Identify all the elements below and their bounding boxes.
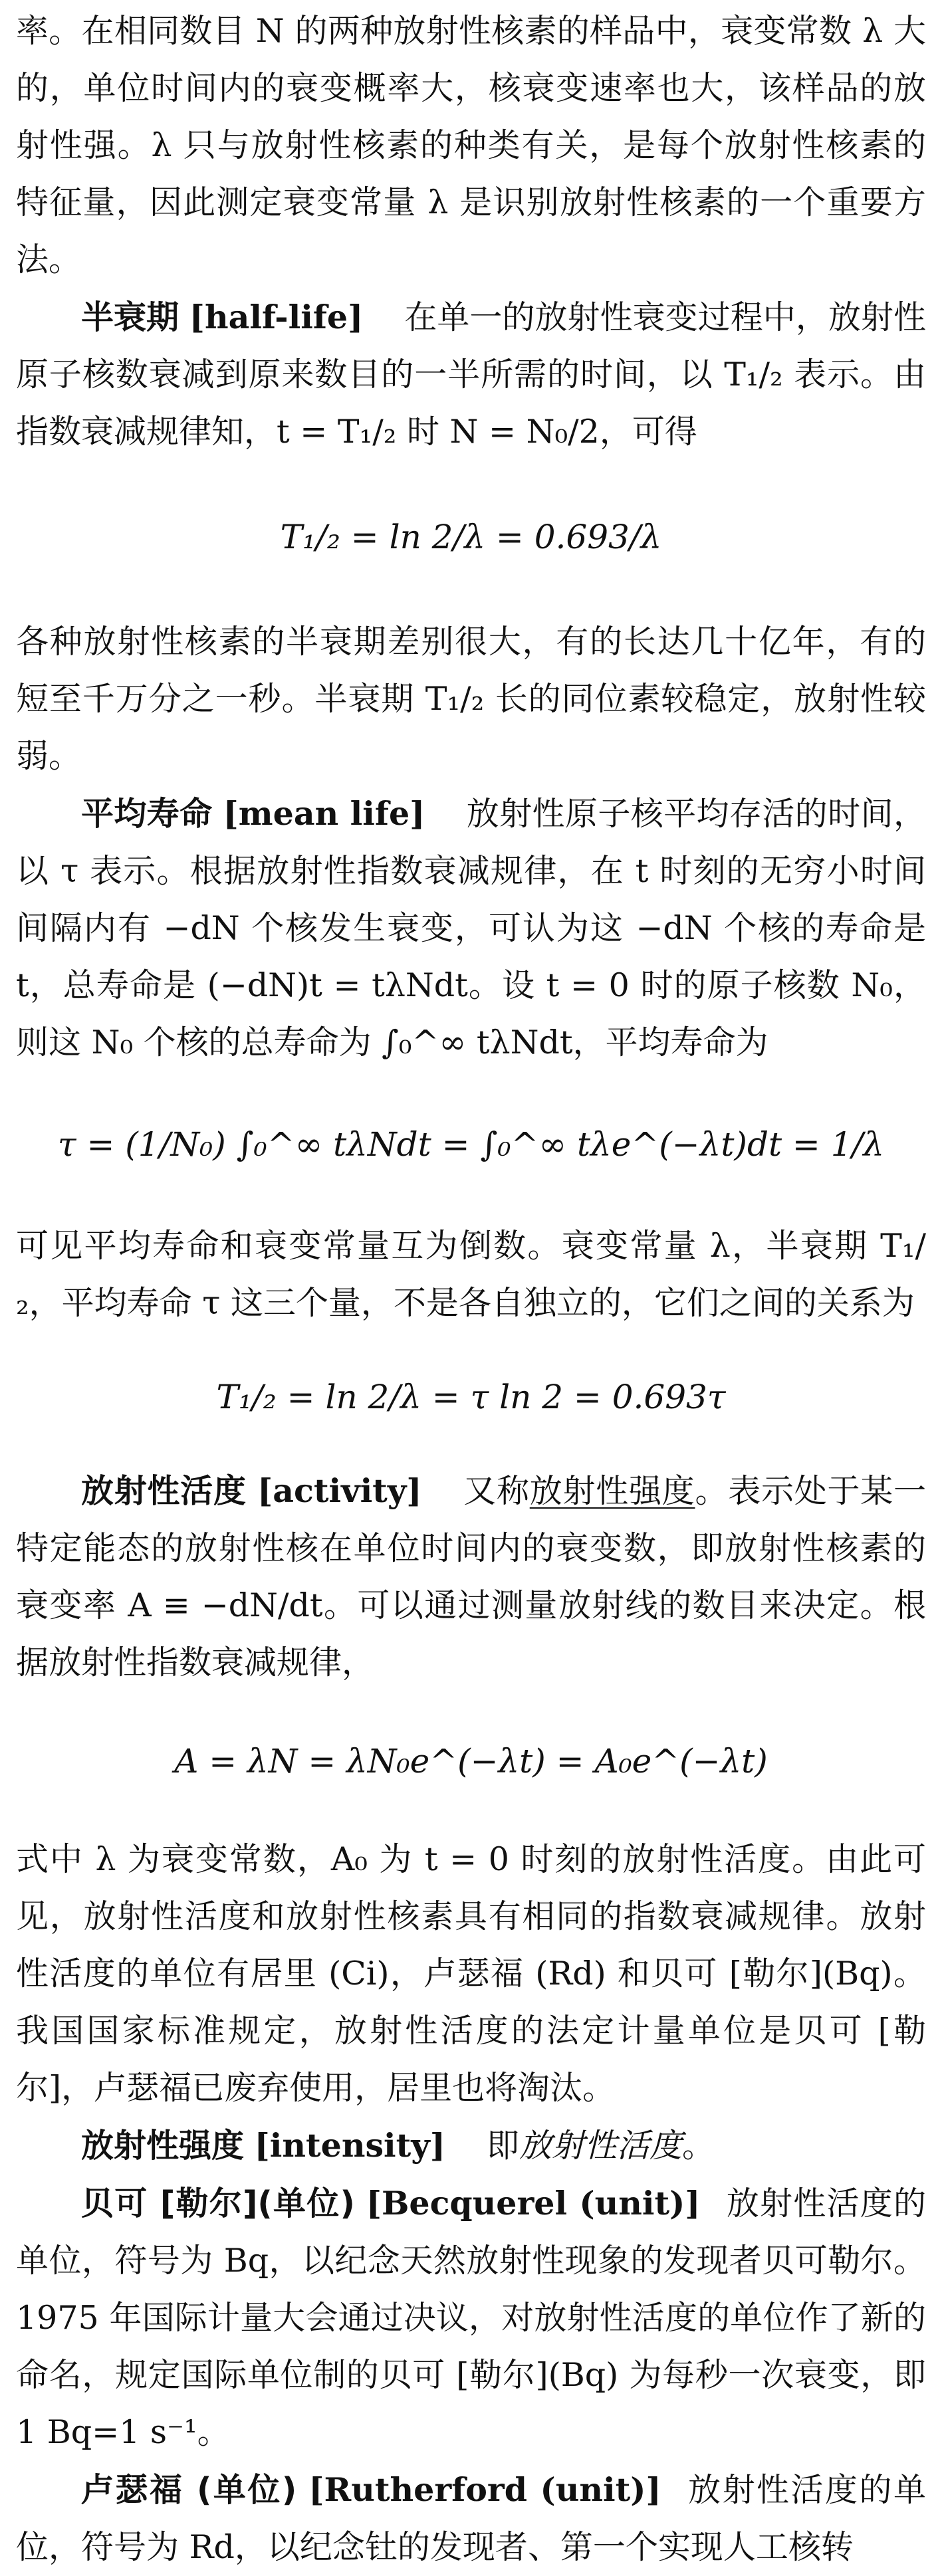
- english-term-intensity: [intensity]: [254, 2126, 445, 2165]
- english-term-mean-life: [mean life]: [223, 794, 425, 833]
- definition-half-life: 在单一的放射性衰变过程中，放射性原子核数衰减到原来数目的一半所需的时间，以 T₁/₂ 表示。由指数衰减规律知，t = T₁/₂ 时 N = N₀/2，可得: [16, 298, 926, 451]
- paragraph-half-life-note: 各种放射性核素的半衰期差别很大，有的长达几十亿年，有的短至千万分之一秒。半衰期 T₁/₂ 长的同位素较稳定，放射性较弱。: [16, 623, 926, 775]
- cross-reference-intensity-link[interactable]: 放射性强度: [529, 1472, 695, 1510]
- entry-half-life: [16, 288, 926, 461]
- definition-becquerel: 放射性活度的单位，符号为 Bq，以纪念天然放射性现象的发现者贝可勒尔。1975 年国际计量大会通过决议，对放射性活度的单位作了新的命名，规定国际单位制的贝可 [勒尔](Bq) 为每秒一次衰变，即 1 Bq=1 s⁻¹。: [16, 2185, 927, 2451]
- cross-reference-activity-link[interactable]: 放射性活度: [519, 2127, 682, 2165]
- formula-relation: T₁/₂ = ln 2/λ = τ ln 2 = 0.693τ: [216, 1378, 726, 1416]
- intensity-see: 即: [486, 2127, 519, 2165]
- entry-mean-life: [16, 785, 926, 1071]
- paragraph-activity-note: 式中 λ 为衰变常数，A₀ 为 t = 0 时刻的放射性活度。由此可见，放射性活度和放射性核素具有相同的指数衰减规律。放射性活度的单位有居里 (Ci)，卢瑟福 (Rd) 和贝可 [勒尔](Bq)。我国国家标准规定，放射性活度的法定计量单位是贝可 [勒尔]，卢瑟福已废弃使用，居里也将淘汰。: [16, 1840, 926, 2107]
- entry-rutherford: [16, 2461, 926, 2576]
- term-activity: 放射性活度: [81, 1472, 247, 1510]
- definition-mean-life: 放射性原子核平均存活的时间，以 τ 表示。根据放射性指数衰减规律，在 t 时刻的无穷小时间间隔内有 −dN 个核发生衰变，可认为这 −dN 个核的寿命是 t，总寿命是 (−dN)t = tλNdt。设 t = 0 时的原子核数 N₀，则这 N₀ 个核的总寿命为 ∫₀^∞ tλNdt，平均寿命为: [16, 795, 926, 1061]
- term-rutherford: 卢瑟福 (单位): [81, 2471, 297, 2509]
- formula-half-life: T₁/₂ = ln 2/λ = 0.693/λ: [280, 518, 662, 556]
- term-becquerel: 贝可 [勒尔](单位): [81, 2185, 355, 2222]
- english-term-rutherford: [Rutherford (unit)]: [308, 2470, 661, 2509]
- definition-activity: 。表示处于某一特定能态的放射性核在单位时间内的衰变数，即放射性核素的衰变率 A ≡ −dN/dt。可以通过测量放射线的数目来决定。根据放射性指数衰减规律，: [16, 1472, 926, 1681]
- paragraph-intro: 率。在相同数目 N 的两种放射性核素的样品中，衰变常数 λ 大的，单位时间内的衰变概率大，核衰变速率也大，该样品的放射性强。λ 只与放射性核素的种类有关，是每个放射性核素的特征量，因此测定衰变常量 λ 是识别放射性核素的一个重要方法。: [16, 12, 926, 278]
- paragraph-mean-life-note: 可见平均寿命和衰变常量互为倒数。衰变常量 λ，半衰期 T₁/₂，平均寿命 τ 这三个量，不是各自独立的，它们之间的关系为: [16, 1227, 926, 1322]
- english-term-becquerel: [Becquerel (unit)]: [366, 2184, 701, 2222]
- term-intensity: 放射性强度: [81, 2127, 245, 2165]
- activity-also-called: 又称: [463, 1472, 530, 1510]
- term-mean-life: 平均寿命: [81, 795, 213, 833]
- entry-becquerel: [16, 2175, 926, 2461]
- formula-activity: A = λN = λN₀e^(−λt) = A₀e^(−λt): [174, 1742, 768, 1780]
- english-term-half-life: [half-life]: [189, 298, 364, 336]
- entry-activity: [16, 1462, 926, 1691]
- formula-mean-life: τ = (1/N₀) ∫₀^∞ tλNdt = ∫₀^∞ tλe^(−λt)dt = 1/λ: [57, 1125, 885, 1164]
- english-term-activity: [activity]: [257, 1471, 422, 1510]
- definition-rutherford: 放射性活度的单位，符号为 Rd，以纪念钍的发现者、第一个实现人工核转: [16, 2471, 927, 2566]
- term-half-life: 半衰期: [81, 298, 179, 336]
- intensity-period: 。: [681, 2127, 715, 2165]
- entry-intensity: [16, 2117, 926, 2175]
